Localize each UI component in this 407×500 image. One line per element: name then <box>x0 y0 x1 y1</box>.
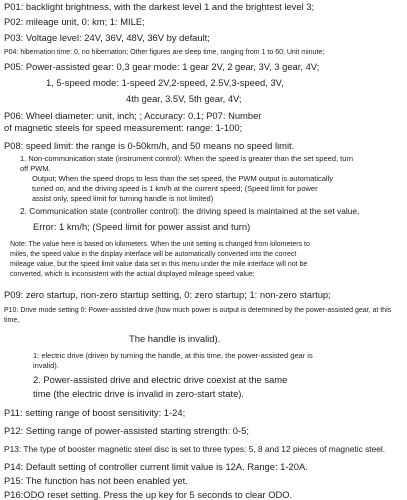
p08-output-line2: turned on, and the driving speed is 1 km/h at the current speed; (Speed limit for power <box>32 184 318 193</box>
p08-note-line3: mileage value, but the speed limit value data set in this menu under the mile interface will not be <box>10 261 308 268</box>
p08-output-line1: Output; When the speed drops to less than the set speed, the PWM output is automatically <box>32 174 333 183</box>
p05-line2: 1, 5-speed mode: 1-speed 2V,2-speed, 2.5V,3-speed, 3V, <box>46 77 284 88</box>
p08-output-line3: assist only, speed limit for turning handle is not limited) <box>32 194 214 203</box>
p08-state2: 2. Communication state (controller control): the driving speed is maintained at the set value, <box>20 206 360 216</box>
p12-starting-strength: P12: Setting range of power-assisted starting strength: 0-5; <box>4 425 249 436</box>
p08-title: P08: speed limit: the range is 0-50km/h, and 50 means no speed limit. <box>4 140 295 151</box>
p06-line2: of magnetic steels for speed measurement: range: 1-100; <box>4 122 243 133</box>
p10-line2: time, <box>4 317 20 324</box>
p10-line1: P10: Drive mode setting 0: Power-assisted drive (how much power is output is determined by the power-assisted gear, at this <box>4 307 392 314</box>
p08-note-line4: converted, which is inconsistent with the actual displayed mileage speed value; <box>10 271 255 278</box>
p08-state1-line1: 1. Non-communication state (instrument control): When the speed is greater than the set speed, turn <box>20 154 354 163</box>
p08-state1-line2: off PWM. <box>20 164 51 173</box>
p08-error: Error: 1 km/h; (Speed limit for power assist and turn) <box>33 221 251 232</box>
p08-note-line1: Note: The value here is based on kilometers. When the unit setting is changed from kilometers to <box>10 241 310 248</box>
p10-electric-line2: invalid). <box>33 361 59 370</box>
p14-current-limit: P14: Default setting of controller current limit value is 12A. Range: 1-20A. <box>4 461 308 472</box>
p10-handle-invalid: The handle is invalid). <box>129 333 221 344</box>
p03-voltage-level: P03: Voltage level: 24V, 36V, 48V, 36V by default; <box>4 32 210 43</box>
p05-line3: 4th gear, 3.5V, 5th gear, 4V; <box>126 93 242 104</box>
p09-title: P09: zero startup, non-zero startup setting, 0: zero startup; 1: non-zero startup; <box>4 289 331 300</box>
p10-electric-line1: 1: electric drive (driven by turning the handle, at this time, the power-assisted gear is <box>33 351 313 360</box>
p04-hibernation: P04: hibernation time: 0, no hibernation; Other figures are sleep time, ranging from 1 to 60; Unit minute; <box>4 49 325 56</box>
p15-not-enabled: P15: The function has not been enabled yet. <box>4 475 188 486</box>
p08-note-line2: miles, the speed value in the display interface will be automatically converted into the correct <box>10 251 297 258</box>
p16-odo-reset: P16:ODO reset setting. Press the up key for 5 seconds to clear ODO. <box>4 489 293 500</box>
p01-backlight: P01: backlight brightness, with the darkest level 1 and the brightest level 3; <box>4 1 315 12</box>
p13-magnetic-disc: P13: The type of booster magnetic steel disc is set to three types: 5, 8 and 12 pieces of magnetic steel. <box>4 444 386 454</box>
p06-line1: P06: Wheel diameter: unit, inch; ; Accuracy: 0.1; P07: Number <box>4 110 262 121</box>
p02-mileage-unit: P02: mileage unit, 0: km; 1: MILE; <box>4 16 145 27</box>
p10-coexist-line2: time (the electric drive is invalid in zero-start state). <box>33 388 245 399</box>
p10-coexist-line1: 2. Power-assisted drive and electric drive coexist at the same <box>33 374 288 385</box>
p11-boost-sensitivity: P11: setting range of boost sensitivity: 1-24; <box>4 407 186 418</box>
p05-line1: P05: Power-assisted gear: 0,3 gear mode: 1 gear 2V, 2 gear, 3V, 3 gear, 4V; <box>4 61 320 72</box>
